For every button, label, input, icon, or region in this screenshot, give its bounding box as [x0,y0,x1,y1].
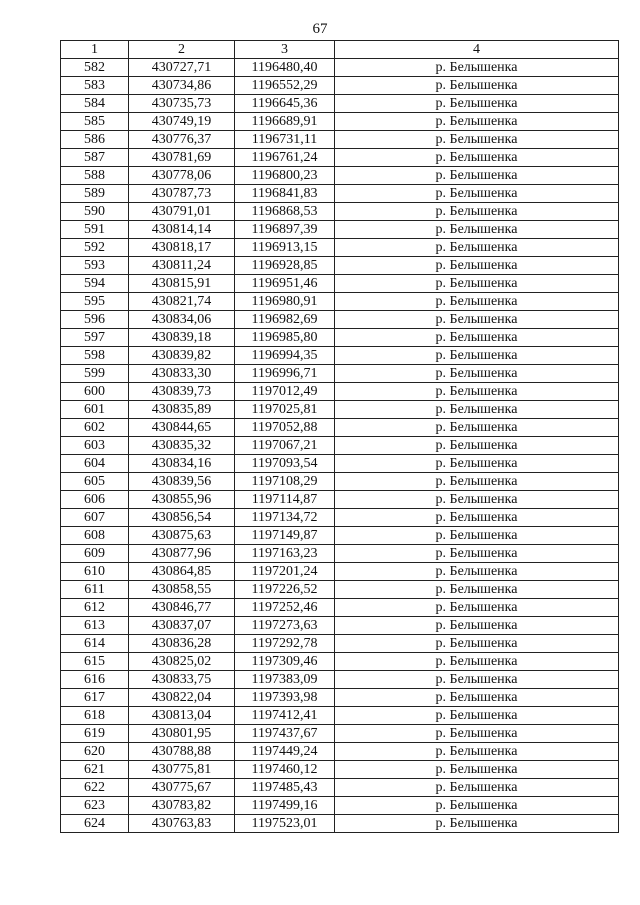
table-row [61,95,619,113]
point-number-cell: 604 [61,455,129,473]
description-cell: р. Белышенка [335,815,619,833]
table-row [61,617,619,635]
table-row [61,437,619,455]
point-number-cell: 611 [61,581,129,599]
description-cell: р. Белышенка [335,257,619,275]
y-coordinate-cell: 1196645,36 [235,95,335,113]
x-coordinate-cell: 430787,73 [129,185,235,203]
description-cell: р. Белышенка [335,293,619,311]
description-cell: р. Белышенка [335,545,619,563]
description-cell: р. Белышенка [335,509,619,527]
description-cell: р. Белышенка [335,419,619,437]
point-number-cell: 606 [61,491,129,509]
description-cell: р. Белышенка [335,275,619,293]
description-cell: р. Белышенка [335,707,619,725]
x-coordinate-cell: 430788,88 [129,743,235,761]
x-coordinate-cell: 430835,32 [129,437,235,455]
x-coordinate-cell: 430837,07 [129,617,235,635]
x-coordinate-cell: 430811,24 [129,257,235,275]
table-row [61,149,619,167]
point-number-cell: 587 [61,149,129,167]
x-coordinate-cell: 430864,85 [129,563,235,581]
x-coordinate-cell: 430839,73 [129,383,235,401]
x-coordinate-cell: 430775,67 [129,779,235,797]
x-coordinate-cell: 430783,82 [129,797,235,815]
x-coordinate-cell: 430839,56 [129,473,235,491]
table-row [61,599,619,617]
point-number-cell: 612 [61,599,129,617]
description-cell: р. Белышенка [335,329,619,347]
x-coordinate-cell: 430734,86 [129,77,235,95]
x-coordinate-cell: 430836,28 [129,635,235,653]
x-coordinate-cell: 430727,71 [129,59,235,77]
point-number-cell: 590 [61,203,129,221]
description-cell: р. Белышенка [335,581,619,599]
description-cell: р. Белышенка [335,779,619,797]
y-coordinate-cell: 1196731,11 [235,131,335,149]
table-row [61,797,619,815]
table-header-row [61,41,619,59]
x-coordinate-cell: 430776,37 [129,131,235,149]
point-number-cell: 584 [61,95,129,113]
table-row [61,707,619,725]
x-coordinate-cell: 430801,95 [129,725,235,743]
description-cell: р. Белышенка [335,689,619,707]
point-number-cell: 599 [61,365,129,383]
table-row [61,401,619,419]
table-row [61,131,619,149]
y-coordinate-cell: 1197460,12 [235,761,335,779]
description-cell: р. Белышенка [335,563,619,581]
table-row [61,59,619,77]
description-cell: р. Белышенка [335,527,619,545]
y-coordinate-cell: 1196800,23 [235,167,335,185]
point-number-cell: 583 [61,77,129,95]
description-cell: р. Белышенка [335,185,619,203]
x-coordinate-cell: 430825,02 [129,653,235,671]
point-number-cell: 608 [61,527,129,545]
y-coordinate-cell: 1196897,39 [235,221,335,239]
table-row [61,293,619,311]
column-header-1: 1 [61,41,129,59]
description-cell: р. Белышенка [335,77,619,95]
description-cell: р. Белышенка [335,203,619,221]
description-cell: р. Белышенка [335,671,619,689]
point-number-cell: 586 [61,131,129,149]
y-coordinate-cell: 1197393,98 [235,689,335,707]
point-number-cell: 601 [61,401,129,419]
x-coordinate-cell: 430833,75 [129,671,235,689]
point-number-cell: 592 [61,239,129,257]
y-coordinate-cell: 1197093,54 [235,455,335,473]
x-coordinate-cell: 430821,74 [129,293,235,311]
table-row [61,203,619,221]
y-coordinate-cell: 1196761,24 [235,149,335,167]
table-row [61,563,619,581]
y-coordinate-cell: 1196480,40 [235,59,335,77]
point-number-cell: 609 [61,545,129,563]
table-row [61,491,619,509]
y-coordinate-cell: 1196994,35 [235,347,335,365]
description-cell: р. Белышенка [335,599,619,617]
point-number-cell: 596 [61,311,129,329]
x-coordinate-cell: 430835,89 [129,401,235,419]
column-header-3: 3 [235,41,335,59]
x-coordinate-cell: 430839,82 [129,347,235,365]
description-cell: р. Белышенка [335,653,619,671]
y-coordinate-cell: 1197437,67 [235,725,335,743]
x-coordinate-cell: 430749,19 [129,113,235,131]
table-row [61,671,619,689]
description-cell: р. Белышенка [335,113,619,131]
point-number-cell: 614 [61,635,129,653]
description-cell: р. Белышенка [335,149,619,167]
description-cell: р. Белышенка [335,95,619,113]
y-coordinate-cell: 1197273,63 [235,617,335,635]
point-number-cell: 603 [61,437,129,455]
x-coordinate-cell: 430877,96 [129,545,235,563]
table-row [61,419,619,437]
description-cell: р. Белышенка [335,617,619,635]
table-row [61,113,619,131]
y-coordinate-cell: 1196841,83 [235,185,335,203]
y-coordinate-cell: 1196928,85 [235,257,335,275]
table-row [61,185,619,203]
point-number-cell: 589 [61,185,129,203]
table-row [61,743,619,761]
y-coordinate-cell: 1197134,72 [235,509,335,527]
description-cell: р. Белышенка [335,797,619,815]
x-coordinate-cell: 430875,63 [129,527,235,545]
y-coordinate-cell: 1197108,29 [235,473,335,491]
y-coordinate-cell: 1197149,87 [235,527,335,545]
point-number-cell: 602 [61,419,129,437]
point-number-cell: 595 [61,293,129,311]
description-cell: р. Белышенка [335,491,619,509]
table-row [61,257,619,275]
point-number-cell: 618 [61,707,129,725]
point-number-cell: 594 [61,275,129,293]
coordinates-table [60,40,619,833]
description-cell: р. Белышенка [335,401,619,419]
y-coordinate-cell: 1197485,43 [235,779,335,797]
x-coordinate-cell: 430822,04 [129,689,235,707]
point-number-cell: 615 [61,653,129,671]
table-row [61,311,619,329]
point-number-cell: 624 [61,815,129,833]
table-row [61,383,619,401]
x-coordinate-cell: 430833,30 [129,365,235,383]
table-row [61,653,619,671]
y-coordinate-cell: 1196982,69 [235,311,335,329]
y-coordinate-cell: 1197523,01 [235,815,335,833]
x-coordinate-cell: 430846,77 [129,599,235,617]
y-coordinate-cell: 1197252,46 [235,599,335,617]
description-cell: р. Белышенка [335,455,619,473]
point-number-cell: 607 [61,509,129,527]
description-cell: р. Белышенка [335,239,619,257]
description-cell: р. Белышенка [335,59,619,77]
description-cell: р. Белышенка [335,131,619,149]
description-cell: р. Белышенка [335,743,619,761]
y-coordinate-cell: 1196985,80 [235,329,335,347]
point-number-cell: 585 [61,113,129,131]
x-coordinate-cell: 430735,73 [129,95,235,113]
x-coordinate-cell: 430858,55 [129,581,235,599]
y-coordinate-cell: 1197499,16 [235,797,335,815]
table-row [61,329,619,347]
description-cell: р. Белышенка [335,347,619,365]
point-number-cell: 605 [61,473,129,491]
x-coordinate-cell: 430834,06 [129,311,235,329]
point-number-cell: 620 [61,743,129,761]
y-coordinate-cell: 1197163,23 [235,545,335,563]
point-number-cell: 619 [61,725,129,743]
table-row [61,725,619,743]
point-number-cell: 591 [61,221,129,239]
column-header-2: 2 [129,41,235,59]
description-cell: р. Белышенка [335,473,619,491]
y-coordinate-cell: 1197052,88 [235,419,335,437]
description-cell: р. Белышенка [335,365,619,383]
table-row [61,473,619,491]
description-cell: р. Белышенка [335,311,619,329]
y-coordinate-cell: 1197292,78 [235,635,335,653]
page-number: 67 [312,21,328,37]
point-number-cell: 598 [61,347,129,365]
table-row [61,779,619,797]
table-row [61,635,619,653]
point-number-cell: 617 [61,689,129,707]
table-row [61,815,619,833]
x-coordinate-cell: 430839,18 [129,329,235,347]
y-coordinate-cell: 1196996,71 [235,365,335,383]
point-number-cell: 623 [61,797,129,815]
y-coordinate-cell: 1197449,24 [235,743,335,761]
description-cell: р. Белышенка [335,221,619,239]
table-row [61,365,619,383]
x-coordinate-cell: 430855,96 [129,491,235,509]
table-row [61,581,619,599]
y-coordinate-cell: 1197226,52 [235,581,335,599]
y-coordinate-cell: 1196689,91 [235,113,335,131]
x-coordinate-cell: 430856,54 [129,509,235,527]
y-coordinate-cell: 1197383,09 [235,671,335,689]
table-row [61,545,619,563]
x-coordinate-cell: 430763,83 [129,815,235,833]
point-number-cell: 613 [61,617,129,635]
point-number-cell: 597 [61,329,129,347]
x-coordinate-cell: 430778,06 [129,167,235,185]
y-coordinate-cell: 1197012,49 [235,383,335,401]
x-coordinate-cell: 430815,91 [129,275,235,293]
table-row [61,347,619,365]
point-number-cell: 582 [61,59,129,77]
y-coordinate-cell: 1197114,87 [235,491,335,509]
x-coordinate-cell: 430844,65 [129,419,235,437]
description-cell: р. Белышенка [335,167,619,185]
description-cell: р. Белышенка [335,761,619,779]
description-cell: р. Белышенка [335,383,619,401]
point-number-cell: 610 [61,563,129,581]
y-coordinate-cell: 1196552,29 [235,77,335,95]
x-coordinate-cell: 430818,17 [129,239,235,257]
y-coordinate-cell: 1196951,46 [235,275,335,293]
x-coordinate-cell: 430781,69 [129,149,235,167]
x-coordinate-cell: 430814,14 [129,221,235,239]
point-number-cell: 622 [61,779,129,797]
y-coordinate-cell: 1196980,91 [235,293,335,311]
point-number-cell: 588 [61,167,129,185]
description-cell: р. Белышенка [335,725,619,743]
table-row [61,275,619,293]
table-row [61,689,619,707]
column-header-4: 4 [335,41,619,59]
description-cell: р. Белышенка [335,437,619,455]
y-coordinate-cell: 1197412,41 [235,707,335,725]
y-coordinate-cell: 1196868,53 [235,203,335,221]
table-row [61,509,619,527]
point-number-cell: 621 [61,761,129,779]
table-row [61,77,619,95]
description-cell: р. Белышенка [335,635,619,653]
x-coordinate-cell: 430813,04 [129,707,235,725]
table-row [61,167,619,185]
point-number-cell: 600 [61,383,129,401]
table-row [61,455,619,473]
y-coordinate-cell: 1197025,81 [235,401,335,419]
point-number-cell: 593 [61,257,129,275]
x-coordinate-cell: 430775,81 [129,761,235,779]
table-row [61,221,619,239]
table-row [61,239,619,257]
table-row [61,527,619,545]
y-coordinate-cell: 1197309,46 [235,653,335,671]
y-coordinate-cell: 1196913,15 [235,239,335,257]
x-coordinate-cell: 430791,01 [129,203,235,221]
x-coordinate-cell: 430834,16 [129,455,235,473]
table-body [61,59,619,833]
table-row [61,761,619,779]
y-coordinate-cell: 1197201,24 [235,563,335,581]
point-number-cell: 616 [61,671,129,689]
y-coordinate-cell: 1197067,21 [235,437,335,455]
